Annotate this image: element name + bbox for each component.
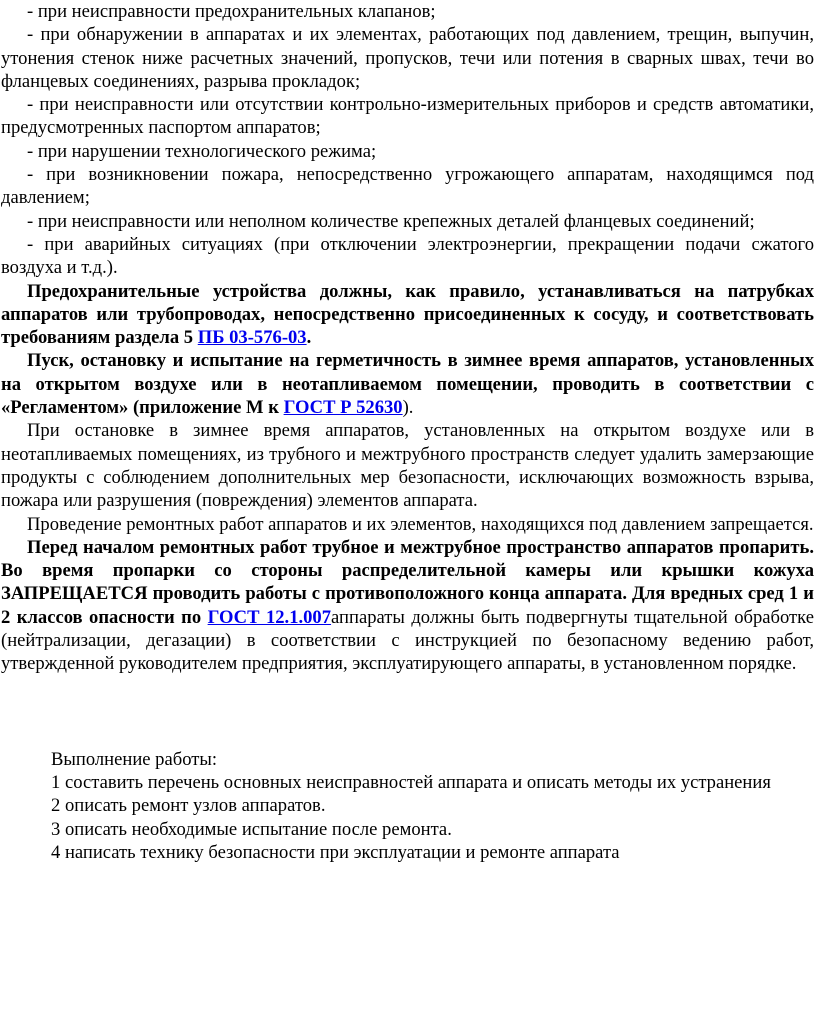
assignment-title: Выполнение работы:	[51, 748, 218, 770]
assignment-item-3: 3 описать необходимые испытание после ремонта.	[51, 818, 452, 840]
list-item-emergency: - при аварийных ситуациях (при отключении электроэнергии, прекращении подачи сжатого воздуха и т.д.).	[1, 233, 814, 279]
list-item-instruments: - при неисправности или отсутствии контрольно-измерительных приборов и средств автоматики, предусмотренных паспортом аппаратов;	[1, 94, 814, 139]
link-pb-03-576-03[interactable]: ПБ 03-576-03	[197, 327, 307, 349]
link-gost-12-1-007[interactable]: ГОСТ 12.1.007	[207, 606, 332, 628]
safety-devices-text: Предохранительные устройства должны, как правило, устанавливаться на патрубках аппаратов или трубопроводах, непосредственно присоединенных к сосуду, и соответствовать требованиям раздела 5	[1, 280, 814, 349]
link-gost-r-52630[interactable]: ГОСТ Р 52630	[283, 397, 403, 419]
steaming-tail: аппараты должны быть подвергнуты тщательной обработке (нейтрализации, дегазации) в соответствии с инструкцией по безопасному ведению работ, утвержденной руководителем предприятия, эксплуатирующего аппараты, в установленном порядке.	[1, 606, 814, 675]
paragraph-steaming	[0, 536, 816, 676]
paragraph-winter-start	[0, 349, 816, 419]
winter-start-text: Пуск, остановку и испытание на герметичность в зимнее время аппаратов, установленных на открытом воздухе или в неотапливаемом помещении, проводить в соответствии с «Регламентом» (приложение М к	[1, 350, 814, 419]
assignment-item-4: 4 написать технику безопасности при эксплуатации и ремонте аппарата	[51, 841, 620, 863]
steaming-bold-text: Перед началом ремонтных работ трубное и межтрубное пространство аппаратов пропарить. Во время пропарки со стороны распределительной камеры или крышки кожуха ЗАПРЕЩАЕТСЯ проводить работы с противоположного конца аппарата. Для вредных сред 1 и 2 классов опасности по	[1, 536, 814, 628]
paragraph-winter-stop: При остановке в зимнее время аппаратов, установленных на открытом воздухе или в неотапливаемых помещениях, из трубного и межтрубного пространств следует удалить замерзающие продукты с соблюдением дополнительных мер безопасности, исключающих возможность взрыва, пожара или разрушения (повреждения) элементов аппарата.	[1, 420, 814, 512]
list-item-fire: - при возникновении пожара, непосредственно угрожающего аппаратам, находящимся под давлением;	[1, 164, 814, 209]
spacer	[0, 676, 816, 746]
list-item-process-mode: - при нарушении технологического режима;	[27, 140, 377, 162]
assignment-item-2: 2 описать ремонт узлов аппаратов.	[51, 795, 326, 817]
assignment-item-1: 1 составить перечень основных неисправностей аппарата и описать методы их устранения	[51, 771, 771, 793]
paragraph-repair-under-pressure: Проведение ремонтных работ аппаратов и их элементов, находящихся под давлением запрещается.	[27, 513, 814, 535]
list-item-fasteners: - при неисправности или неполном количестве крепежных деталей фланцевых соединений;	[27, 210, 755, 232]
list-item-cracks: - при обнаружении в аппаратах и их элементах, работающих под давлением, трещин, выпучин, утонения стенок ниже расчетных значений, пропусков, течи или потения в сварных швах, течи во фланцевых соединениях, разрыва прокладок;	[1, 24, 814, 92]
winter-start-tail: ).	[402, 397, 414, 419]
safety-devices-tail: .	[306, 327, 312, 349]
list-item-valves: - при неисправности предохранительных клапанов;	[27, 1, 436, 22]
paragraph-safety-devices	[0, 280, 816, 350]
